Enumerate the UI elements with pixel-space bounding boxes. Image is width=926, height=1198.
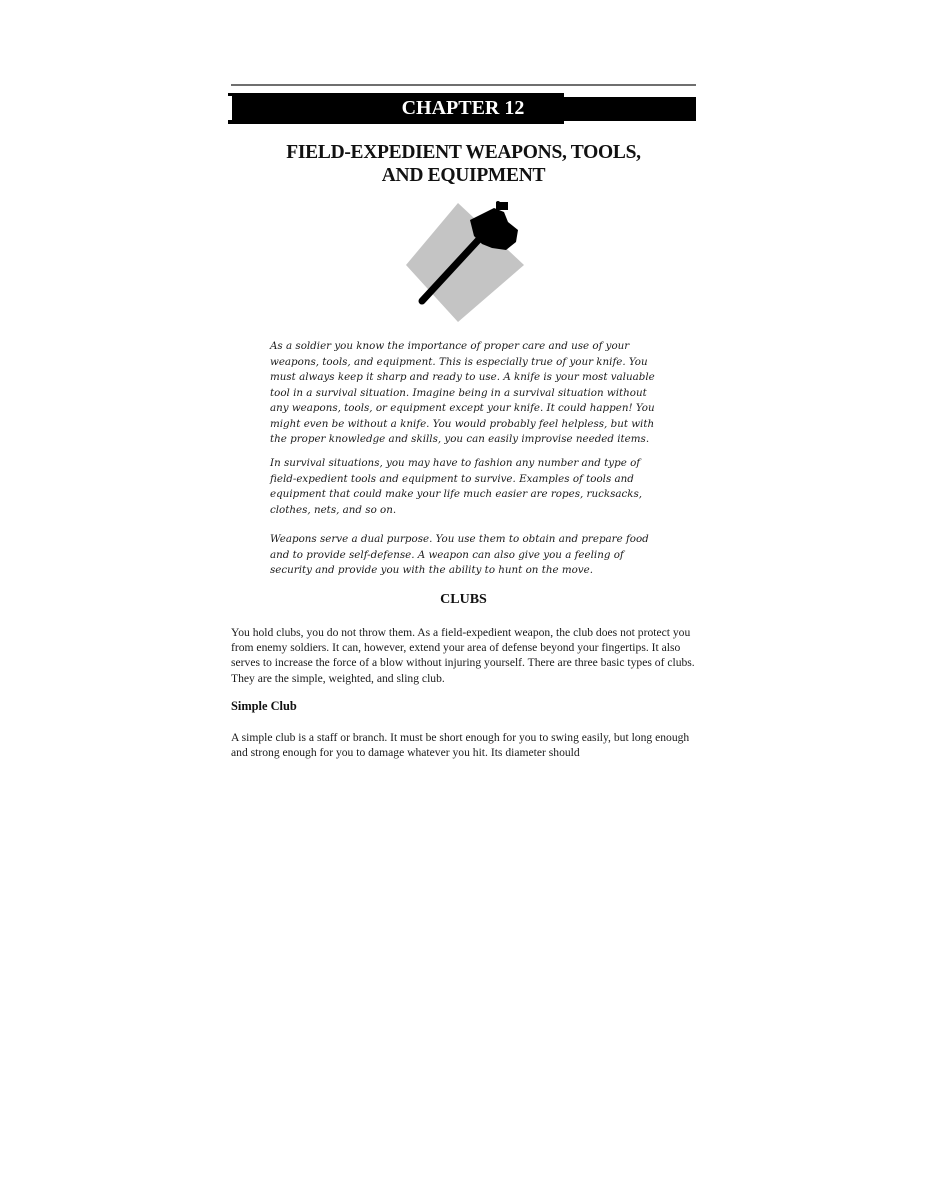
subheading-simple-club: Simple Club [231,699,297,713]
chapter-title-line-2: AND EQUIPMENT [381,165,546,186]
section-heading-clubs: CLUBS [440,592,487,607]
intro-paragraph-3: Weapons serve a dual purpose. You use them to obtain and prepare food and to provide self-defense. A weapon can also give you a feeling of security and provide you with the ability to hunt on the move. [270,533,649,576]
simple-club-paragraph: A simple club is a staff or branch. It must be short enough for you to swing easily, but long enough and strong enough for you to damage whatever you hit. Its diameter should [231,731,690,760]
club-emblem [400,200,530,325]
intro-paragraph-1: As a soldier you know the importance of proper care and use of your weapons, tools, and equipment. This is especially true of your knife. You must always keep it sharp and ready to use. A knife is your most valuable tool in a survival situation. Imagine being in a survival situation without any weapons, tools, or equipment except your knife. It could happen! You might even be without a knife. You would probably feel helpless, but with the proper knowledge and skills, you can easily improvise needed items. [270,340,655,445]
chapter-title [231,141,696,187]
chapter-label: CHAPTER 12 [401,97,525,119]
clubs-paragraph: You hold clubs, you do not throw them. As a field-expedient weapon, the club does not protect you from enemy soldiers. It can, however, extend your area of defense beyond your fingertips. It also serves to increase the force of a blow without injuring yourself. There are three basic types of clubs. They are the simple, weighted, and sling club. [231,626,695,685]
chapter-title-line-1: FIELD-EXPEDIENT WEAPONS, TOOLS, [286,142,641,163]
top-rule [231,84,696,86]
intro-paragraph-2: In survival situations, you may have to fashion any number and type of field-expedient tools and equipment to survive. Examples of tools and equipment that could make your life much easier are ropes, rucksacks, clothes, nets, and so on. [270,457,643,516]
